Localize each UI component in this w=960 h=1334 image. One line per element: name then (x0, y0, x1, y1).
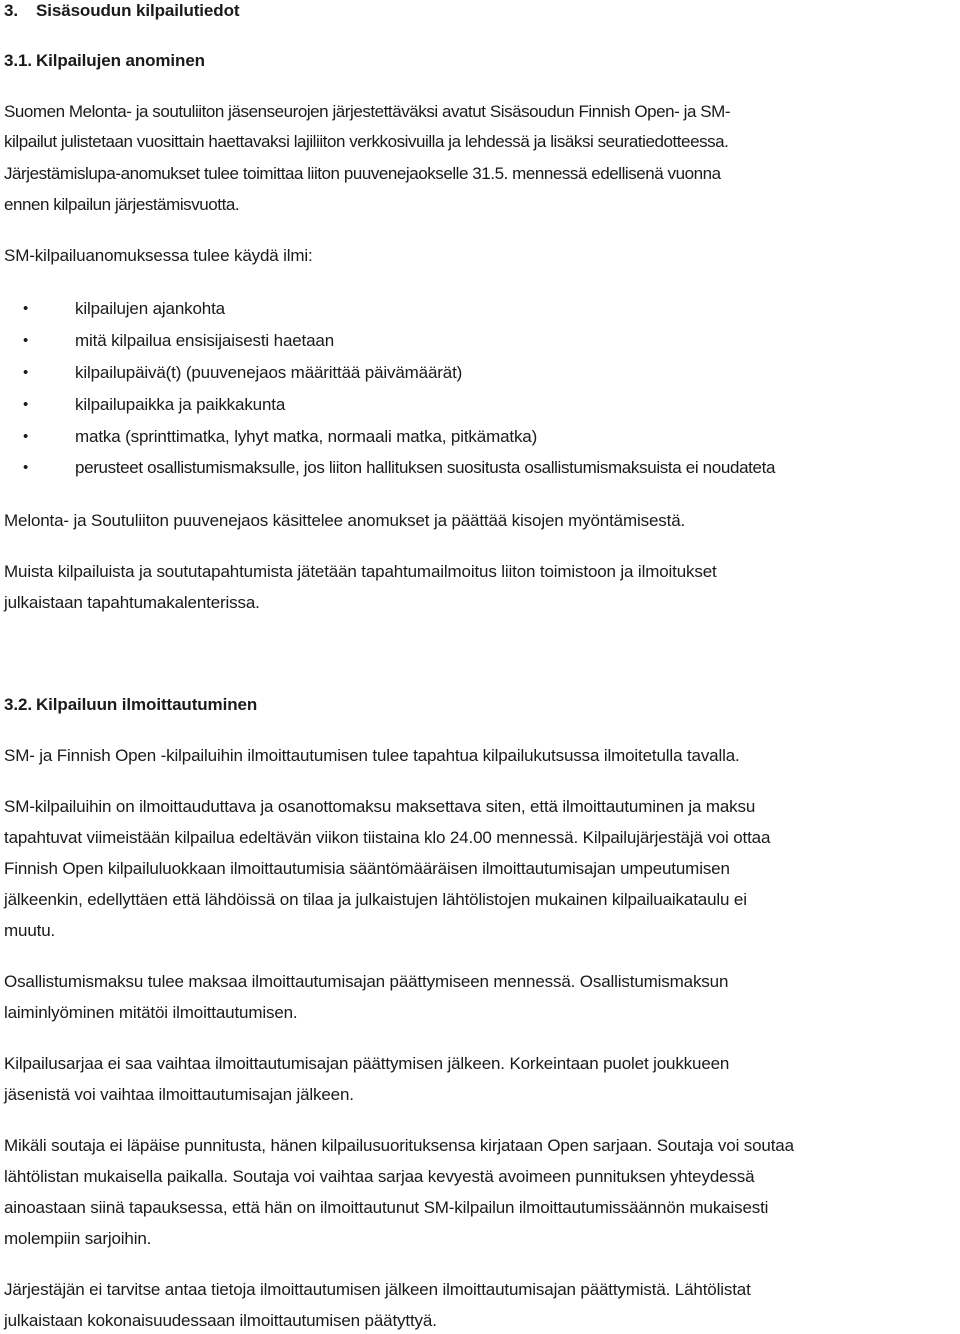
paragraph-line: Finnish Open kilpailuluokkaan ilmoittautumisia sääntömääräisen ilmoittautumisajan umpeutumisen (4, 859, 730, 878)
list-item-text: kilpailujen ajankohta (75, 299, 225, 318)
list-intro: SM-kilpailuanomuksessa tulee käydä ilmi: (4, 246, 313, 265)
section-number: 3. (4, 1, 18, 20)
bullet-icon: • (23, 332, 29, 349)
subsection-heading-3-2 (4, 694, 257, 716)
list-item-text: perusteet osallistumismaksulle, jos liiton hallituksen suositusta osallistumismaksuista ei noudateta (75, 458, 776, 477)
subsection-number-3-2: 3.2. (4, 695, 32, 714)
subsection-number-3-1: 3.1. (4, 51, 32, 70)
paragraph-line: kilpailut julistetaan vuosittain haettavaksi lajiliiton verkkosivuilla ja lehdessä ja lisäksi seuratiedotteessa. (4, 132, 729, 151)
paragraph-line: Melonta- ja Soutuliiton puuvenejaos käsittelee anomukset ja päättää kisojen myöntämisestä. (4, 511, 686, 530)
paragraph-line: molempiin sarjoihin. (4, 1229, 152, 1248)
paragraph-line: SM-kilpailuihin on ilmoittauduttava ja osanottomaksu maksettava siten, että ilmoittautuminen ja maksu (4, 797, 756, 816)
paragraph-line: muutu. (4, 921, 56, 940)
subsection-title-3-2: Kilpailuun ilmoittautuminen (36, 695, 258, 714)
paragraph-line: Järjestäjän ei tarvitse antaa tietoja ilmoittautumisen jälkeen ilmoittautumisajan päättymistä. Lähtölistat (4, 1280, 751, 1299)
bullet-icon: • (23, 428, 29, 445)
paragraph-line: tapahtuvat viimeistään kilpailua edeltävän viikon tiistaina klo 24.00 mennessä. Kilpailujärjestäjä voi ottaa (4, 828, 771, 847)
section-heading (4, 0, 239, 22)
paragraph-line: Järjestämislupa-anomukset tulee toimittaa liiton puuvenejaokselle 31.5. mennessä edellisenä vuonna (4, 164, 721, 183)
paragraph-line: Osallistumismaksu tulee maksaa ilmoittautumisajan päättymiseen mennessä. Osallistumismaksun (4, 972, 729, 991)
paragraph-line: Suomen Melonta- ja soutuliiton jäsenseurojen järjestettäväksi avatut Sisäsoudun Finnish Open- ja SM- (4, 102, 731, 121)
paragraph-line: ainoastaan siinä tapauksessa, että hän on ilmoittautunut SM-kilpailun ilmoittautumissäännön mukaisesti (4, 1198, 769, 1217)
paragraph-line: laiminlyöminen mitätöi ilmoittautumisen. (4, 1003, 298, 1022)
paragraph-line: SM- ja Finnish Open -kilpailuihin ilmoittautumisen tulee tapahtua kilpailukutsussa ilmoitetulla tavalla. (4, 746, 740, 765)
bullet-icon: • (23, 459, 29, 476)
list-item-text: matka (sprinttimatka, lyhyt matka, normaali matka, pitkämatka) (75, 427, 538, 446)
paragraph-line: julkaistaan tapahtumakalenterissa. (4, 593, 260, 612)
list-item-text: kilpailupäivä(t) (puuvenejaos määrittää päivämäärät) (75, 363, 463, 382)
subsection-title-3-1: Kilpailujen anominen (36, 51, 205, 70)
paragraph-line: Kilpailusarjaa ei saa vaihtaa ilmoittautumisajan päättymisen jälkeen. Korkeintaan puolet joukkueen (4, 1054, 730, 1073)
list-item-text: kilpailupaikka ja paikkakunta (75, 395, 286, 414)
paragraph-line: Mikäli soutaja ei läpäise punnitusta, hänen kilpailusuorituksensa kirjataan Open sarjaan. Soutaja voi soutaa (4, 1136, 794, 1155)
list-item-text: mitä kilpailua ensisijaisesti haetaan (75, 331, 335, 350)
bullet-icon: • (23, 364, 29, 381)
paragraph-line: julkaistaan kokonaisuudessaan ilmoittautumisen päätyttyä. (4, 1311, 437, 1330)
paragraph-line: ennen kilpailun järjestämisvuotta. (4, 195, 240, 214)
section-title: Sisäsoudun kilpailutiedot (36, 1, 240, 20)
subsection-heading-3-1 (4, 50, 205, 72)
paragraph-line: Muista kilpailuista ja soututapahtumista jätetään tapahtumailmoitus liiton toimistoon ja ilmoitukset (4, 562, 717, 581)
paragraph-line: jäsenistä voi vaihtaa ilmoittautumisajan jälkeen. (4, 1085, 354, 1104)
paragraph-line: lähtölistan mukaisella paikalla. Soutaja voi vaihtaa sarjaa kevyestä avoimeen punnituksen yhteydessä (4, 1167, 755, 1186)
bullet-icon: • (23, 300, 29, 317)
paragraph-line: jälkeenkin, edellyttäen että lähdöissä on tilaa ja julkaistujen lähtölistojen mukainen kilpailuaikataulu ei (4, 890, 747, 909)
bullet-icon: • (23, 396, 29, 413)
